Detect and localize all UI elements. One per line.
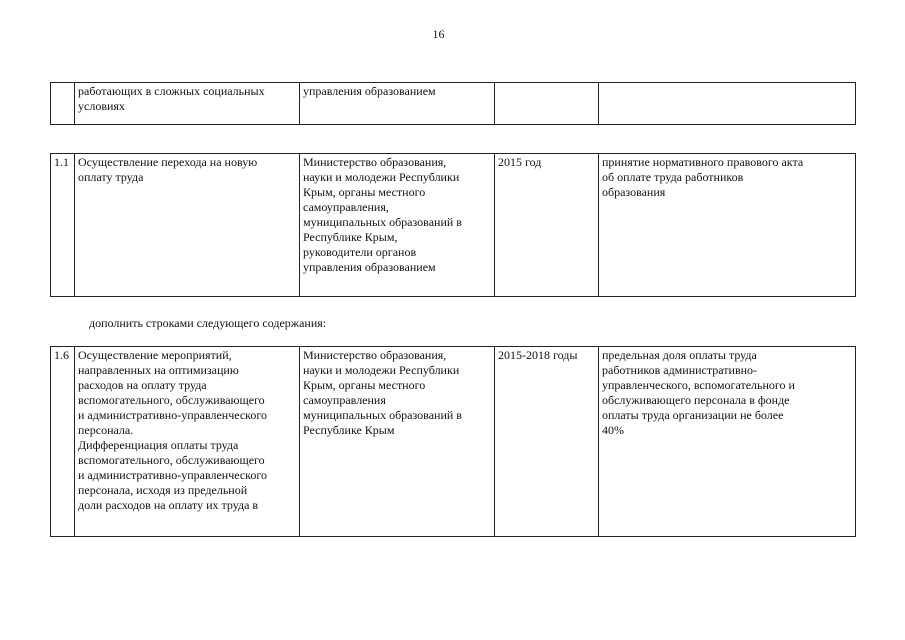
term-cell bbox=[495, 83, 599, 125]
row-number-cell bbox=[51, 83, 75, 125]
executor-cell: Министерство образования, науки и молодежи Республики Крым, органы местного самоуправления, муниципальных образований в Республике Крым, руководители органов управления образованием bbox=[300, 154, 495, 297]
result-cell bbox=[599, 83, 856, 125]
action-cell: Осуществление перехода на новую оплату труда bbox=[75, 154, 300, 297]
row-number-cell: 1.1 bbox=[51, 154, 75, 297]
table-row bbox=[51, 83, 856, 125]
term-cell: 2015 год bbox=[495, 154, 599, 297]
intro-text: дополнить строками следующего содержания: bbox=[89, 316, 327, 330]
action-cell: работающих в сложных социальных условиях bbox=[75, 83, 300, 125]
page-number: 16 bbox=[432, 27, 445, 41]
original-row-table bbox=[50, 153, 856, 297]
action-cell: Осуществление мероприятий, направленных на оптимизацию расходов на оплату труда вспомогательного, обслуживающего и административно-управленческого персонала. Дифференциация оплаты труда вспомогательного, обслуживающего и административно-управленческого персонала, исходя из предельной доли расходов на оплату их труда в bbox=[75, 347, 300, 537]
new-row-table bbox=[50, 346, 856, 537]
table-row bbox=[51, 154, 856, 297]
executor-cell: Министерство образования, науки и молодежи Республики Крым, органы местного самоуправления муниципальных образований в Республике Крым bbox=[300, 347, 495, 537]
continued-table bbox=[50, 82, 856, 125]
executor-cell: управления образованием bbox=[300, 83, 495, 125]
term-cell: 2015-2018 годы bbox=[495, 347, 599, 537]
result-cell: предельная доля оплаты труда работников административно- управленческого, вспомогательного и обслуживающего персонала в фонде оплаты труда организации не более 40% bbox=[599, 347, 856, 537]
table-row bbox=[51, 347, 856, 537]
result-cell: принятие нормативного правового акта об оплате труда работников образования bbox=[599, 154, 856, 297]
row-number-cell: 1.6 bbox=[51, 347, 75, 537]
